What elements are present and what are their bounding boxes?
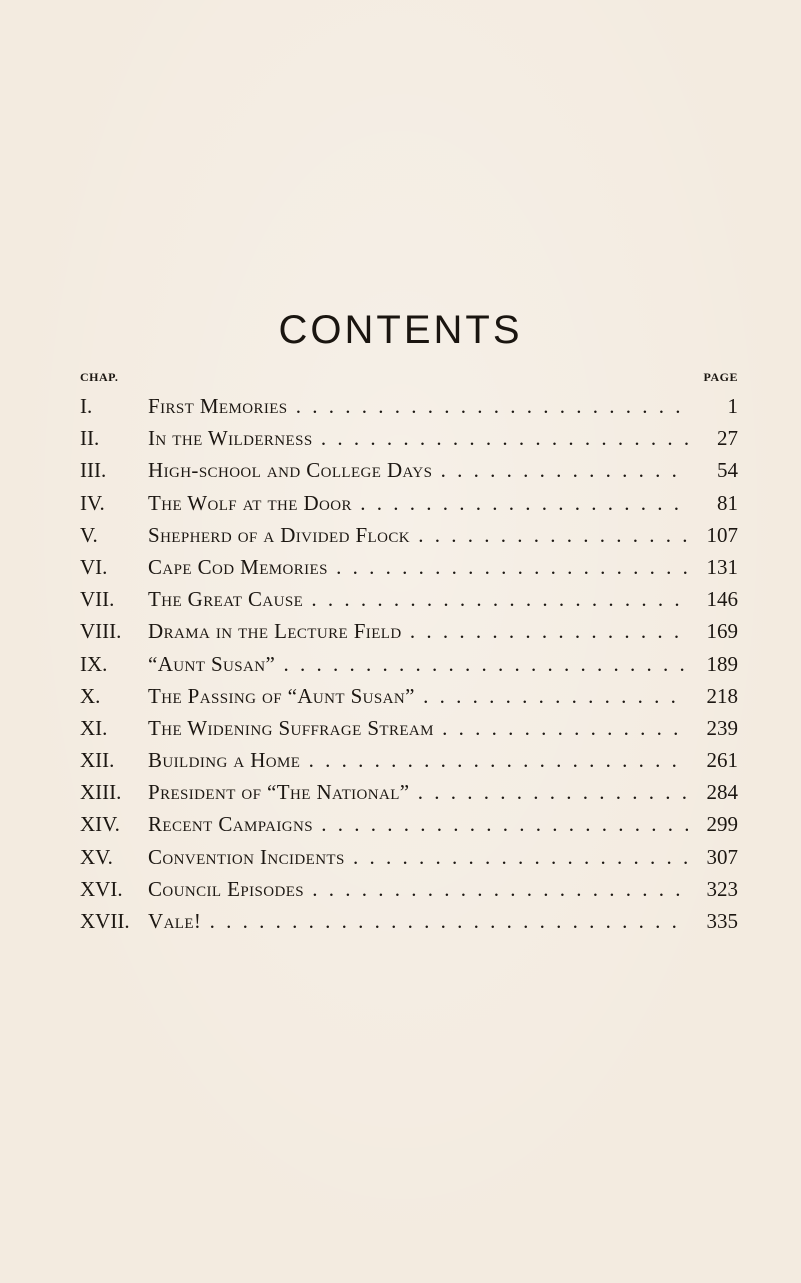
chapter-title: The Passing of “Aunt Susan”: [148, 683, 415, 708]
chapter-title: First Memories: [148, 394, 288, 418]
chapter-title-leader: [148, 905, 688, 937]
page-number: 1: [727, 394, 738, 418]
chapter-title: The Widening Suffrage Stream: [148, 715, 434, 740]
toc-entry: [80, 487, 738, 519]
toc-entry: [80, 583, 738, 615]
chapter-title-leader: [148, 551, 688, 583]
chapter-title: Shepherd of a Divided Flock: [148, 522, 410, 547]
chapter-title: Drama in the Lecture Field: [148, 619, 402, 644]
chapter-title-leader: [148, 583, 688, 615]
toc-entry: [80, 648, 738, 680]
chapter-title-leader: [148, 744, 688, 776]
chapter-title: Council Episodes: [148, 876, 304, 901]
page-number: 189: [706, 651, 738, 676]
chapter-title-leader: [148, 390, 688, 422]
chapter-number: XII.: [80, 748, 115, 773]
chapter-title-leader: [148, 454, 688, 486]
chapter-number: VII.: [80, 587, 115, 612]
chapter-number: XI.: [80, 715, 108, 740]
chapter-title: The Wolf at the Door: [148, 490, 352, 515]
chapter-number: XV.: [80, 844, 113, 869]
toc-entry: [80, 422, 738, 454]
toc-entry: [80, 712, 738, 744]
page-number: 146: [706, 587, 738, 612]
chapter-number: VIII.: [80, 619, 122, 644]
chapter-title: Building a Home: [148, 748, 301, 773]
chapter-number: IX.: [80, 651, 108, 676]
page-number: 27: [717, 426, 738, 451]
chapter-title-leader: [148, 680, 688, 712]
chapter-number: XVI.: [80, 876, 123, 901]
chapter-number: XIII.: [80, 780, 122, 805]
toc-entry: [80, 454, 738, 486]
toc-entry: [80, 808, 738, 840]
chapter-number: II.: [80, 426, 100, 451]
chapter-title-leader: [148, 841, 688, 873]
toc-entry: [80, 390, 738, 422]
toc-entry: [80, 873, 738, 905]
chapter-title-leader: [148, 422, 688, 454]
toc-entry: [80, 744, 738, 776]
page-number: 299: [706, 812, 738, 837]
chapter-title-leader: [148, 873, 688, 905]
page-column-header: PAGE: [703, 370, 738, 384]
toc-entry: [80, 615, 738, 647]
chapter-title: Convention Incidents: [148, 844, 345, 869]
toc-entry: [80, 551, 738, 583]
chapter-title: Vale!: [148, 909, 202, 933]
chapter-number: III.: [80, 458, 107, 483]
page-number: 323: [706, 876, 738, 901]
chapter-title: High-school and College Days: [148, 458, 433, 483]
page-number: 81: [717, 490, 738, 515]
chapter-title: In the Wilderness: [148, 426, 313, 451]
chapter-number: IV.: [80, 490, 105, 515]
page-number: 107: [706, 522, 738, 547]
chapter-title: Cape Cod Memories: [148, 554, 328, 579]
table-of-contents: [80, 390, 738, 937]
page-number: 239: [706, 715, 738, 740]
page-number: 131: [706, 554, 738, 579]
chapter-title: The Great Cause: [148, 587, 304, 612]
chapter-column-header: CHAP.: [80, 370, 119, 384]
toc-entry: [80, 519, 738, 551]
chapter-title-leader: [148, 776, 688, 808]
toc-entry: [80, 680, 738, 712]
page-title: CONTENTS: [278, 308, 523, 352]
chapter-number: X.: [80, 683, 101, 708]
chapter-title: Recent Campaigns: [148, 812, 313, 837]
toc-entry: [80, 905, 738, 937]
chapter-number: I.: [80, 394, 93, 418]
chapter-number: XVII.: [80, 909, 130, 933]
page-number: 54: [717, 458, 738, 483]
chapter-title-leader: [148, 808, 688, 840]
toc-entry: [80, 841, 738, 873]
toc-entry: [80, 776, 738, 808]
page-number: 261: [706, 748, 738, 773]
chapter-title-leader: [148, 487, 688, 519]
page-number: 218: [706, 683, 738, 708]
chapter-title-leader: [148, 648, 688, 680]
chapter-number: VI.: [80, 554, 108, 579]
chapter-title: President of “The National”: [148, 780, 410, 805]
chapter-number: XIV.: [80, 812, 120, 837]
page-number: 307: [706, 844, 738, 869]
chapter-number: V.: [80, 522, 98, 547]
page-number: 284: [706, 780, 738, 805]
page-number: 335: [706, 909, 738, 933]
chapter-title-leader: [148, 615, 688, 647]
chapter-title: “Aunt Susan”: [148, 651, 276, 676]
chapter-title-leader: [148, 519, 688, 551]
chapter-title-leader: [148, 712, 688, 744]
page-number: 169: [706, 619, 738, 644]
